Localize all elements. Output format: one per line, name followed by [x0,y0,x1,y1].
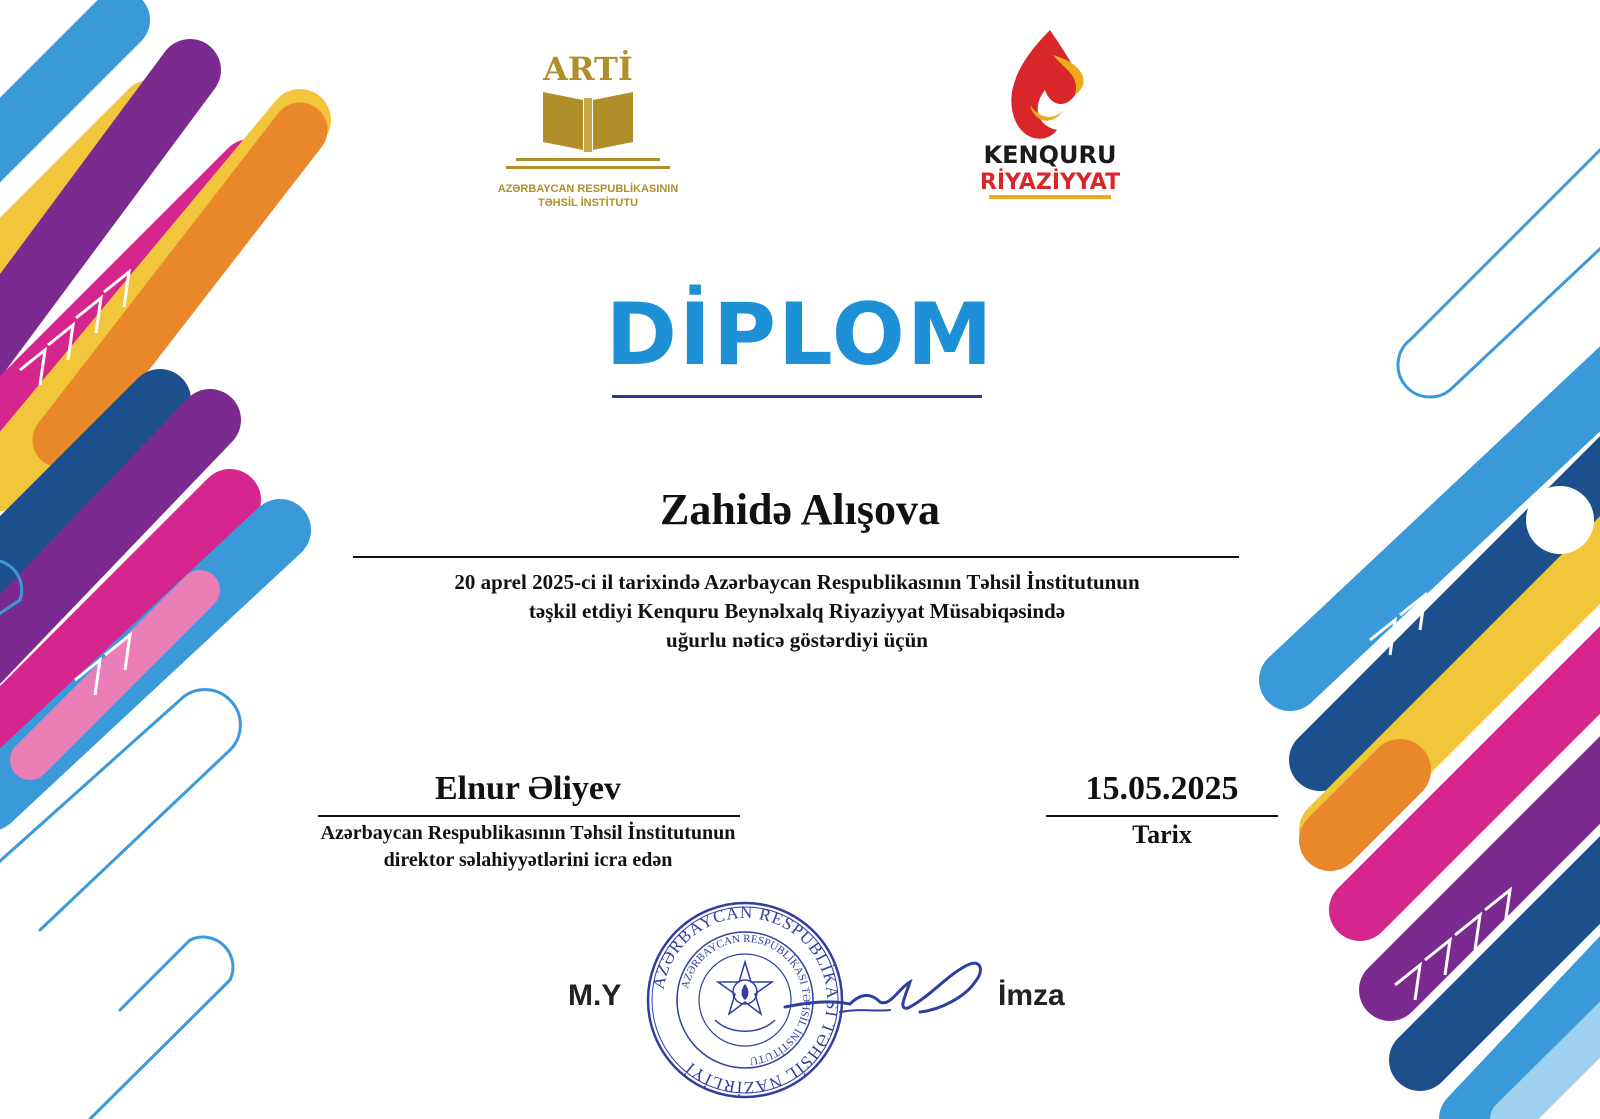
date-underline [1046,815,1278,817]
signer-role-line: direktor səlahiyyətlərini icra edən [383,849,673,871]
kenguru-logo-line1: KENQURU [983,141,1117,169]
award-description-line: təşkil etdiyi Kenquru Beynəlxalq Riyaziyyat Müsabiqəsində [528,599,1066,623]
arti-book-icon [488,42,688,222]
signer-name: Elnur Əliyev [434,770,622,807]
issue-date: 15.05.2025 [1085,770,1239,807]
signer-role-line: Azərbaycan Respublikasının Təhsil İnstitutunun [320,822,736,844]
recipient-underline [353,556,1239,558]
signer-role [270,820,786,874]
diploma-title: DİPLOM [605,285,995,385]
title-underline [612,395,982,398]
signature-label: İmza [998,979,1065,1012]
handwritten-signature [780,952,1000,1032]
arti-logo-line1: AZƏRBAYCAN RESPUBLİKASININ [497,183,679,195]
signer-underline [318,815,740,817]
recipient-name: Zahidə Alışova [660,485,940,534]
award-description-line: uğurlu nəticə göstərdiyi üçün [666,628,928,652]
kenguru-logo [975,25,1125,210]
date-label: Tarix [1132,820,1192,849]
seal-place-label: M.Y [568,979,622,1012]
arti-logo-line2: TƏHSİL İNSTİTUTU [537,197,639,209]
award-description [300,568,1294,655]
kangaroo-flame-icon [975,25,1125,210]
award-description-line: 20 aprel 2025-ci il tarixində Azərbaycan Respublikasının Təhsil İnstitutunun [454,570,1140,594]
arti-logo [488,42,688,222]
stamp-inner-text: AZƏRBAYCAN RESPUBLİKASI TƏHSİL İNSTİTUTU [679,932,813,1067]
stamp-outer-text: AZƏRBAYCAN RESPUBLİKASI TƏHSİL NAZİRLİYİ [648,902,843,1098]
arti-logo-name: ARTİ [543,50,633,88]
kenguru-logo-line2: RİYAZİYYAT [979,170,1121,195]
coat-of-arms-icon [715,962,775,1031]
